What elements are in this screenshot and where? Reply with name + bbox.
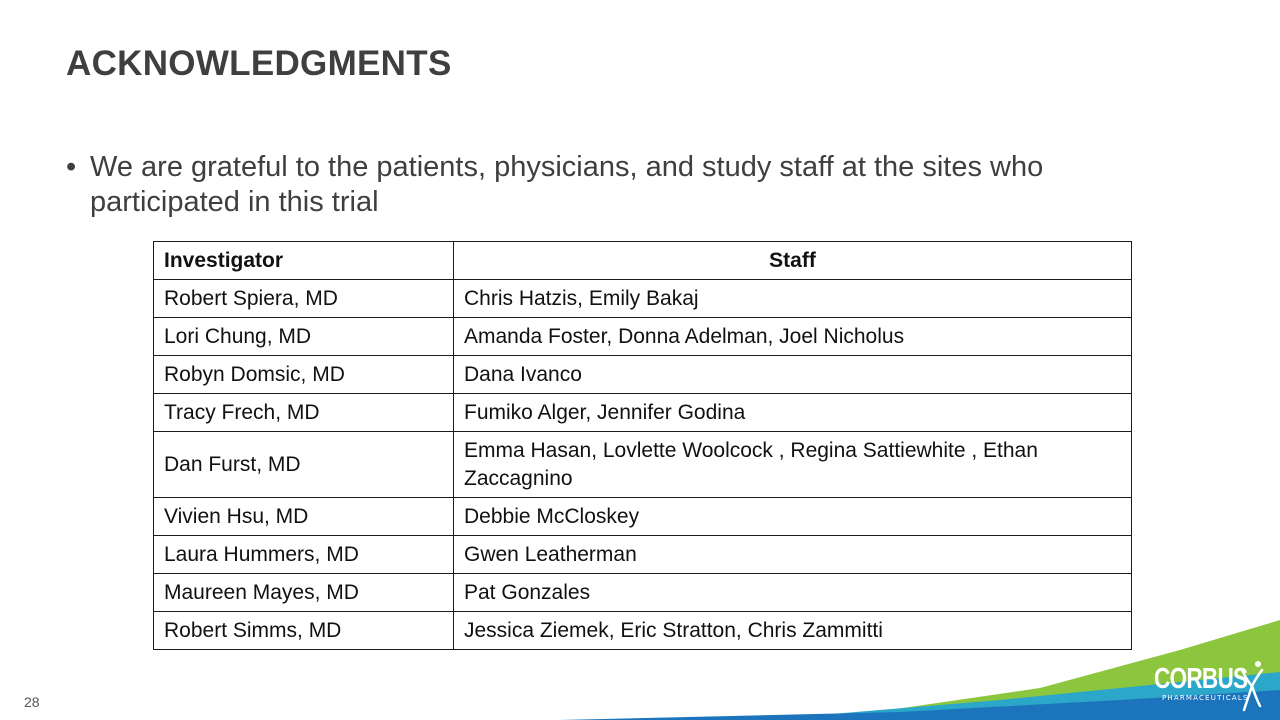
investigator-cell: Robert Simms, MD (154, 612, 454, 650)
staff-cell: Gwen Leatherman (454, 536, 1132, 574)
person-figure-icon (1238, 656, 1266, 712)
staff-cell: Dana Ivanco (454, 356, 1132, 394)
logo-subtitle: PHARMACEUTICALS (1162, 694, 1249, 702)
staff-cell: Emma Hasan, Lovlette Woolcock , Regina Sattiewhite , Ethan Zaccagnino (454, 432, 1132, 498)
bullet-text: We are grateful to the patients, physicians, and study staff at the sites who participated in this trial (90, 151, 1044, 218)
staff-cell: Jessica Ziemek, Eric Stratton, Chris Zammitti (454, 612, 1132, 650)
corbus-logo (1154, 664, 1264, 702)
investigator-cell: Robyn Domsic, MD (154, 356, 454, 394)
investigator-cell: Vivien Hsu, MD (154, 498, 454, 536)
investigator-cell: Lori Chung, MD (154, 318, 454, 356)
bullet-icon: • (66, 151, 77, 183)
investigator-cell: Dan Furst, MD (154, 432, 454, 498)
page-number: 28 (24, 694, 40, 710)
staff-cell: Debbie McCloskey (454, 498, 1132, 536)
slide-title: ACKNOWLEDGMENTS (66, 44, 452, 83)
investigator-header: Investigator (154, 242, 454, 280)
staff-header: Staff (454, 242, 1132, 280)
staff-cell: Fumiko Alger, Jennifer Godina (454, 394, 1132, 432)
investigator-cell: Laura Hummers, MD (154, 536, 454, 574)
staff-cell: Amanda Foster, Donna Adelman, Joel Nicholus (454, 318, 1132, 356)
logo-wordmark: CORBUS (1154, 663, 1248, 695)
staff-cell: Chris Hatzis, Emily Bakaj (454, 280, 1132, 318)
investigator-cell: Tracy Frech, MD (154, 394, 454, 432)
staff-cell: Pat Gonzales (454, 574, 1132, 612)
investigator-cell: Maureen Mayes, MD (154, 574, 454, 612)
investigator-cell: Robert Spiera, MD (154, 280, 454, 318)
